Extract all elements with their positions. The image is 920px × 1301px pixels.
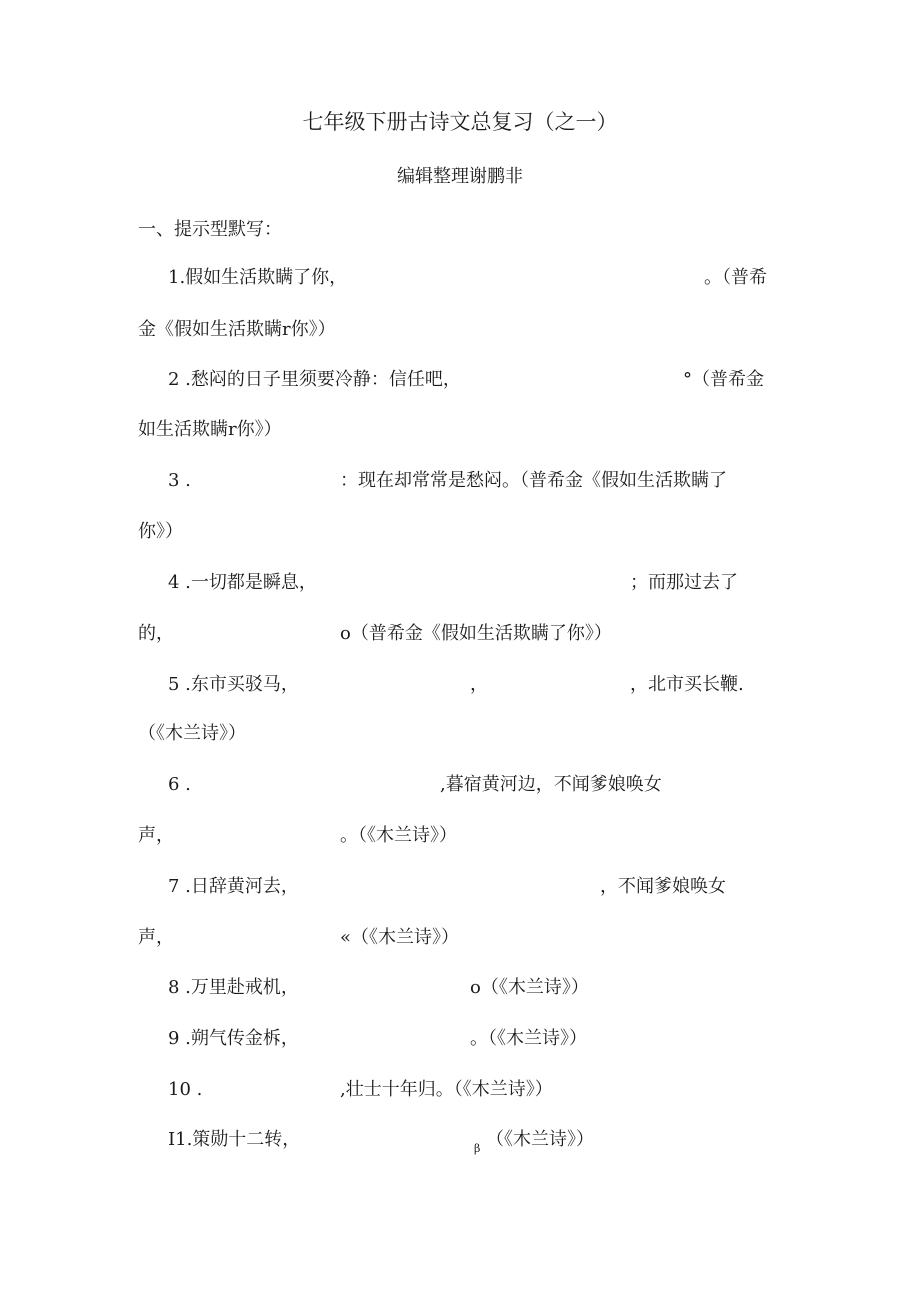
question-7-source: «（《木兰诗》） (340, 927, 460, 948)
question-1-source: 。（普希 (704, 267, 767, 288)
question-6-text: ,暮宿黄河边，不闻爹娘唤女 (440, 774, 662, 795)
question-6-number: 6 . (168, 774, 191, 795)
question-3-text: ：现在却常常是愁闷。（普希金《假如生活欺瞒了 (340, 470, 727, 491)
question-11-line-1 (0, 1128, 920, 1155)
question-2-line-2: 如生活欺瞒r你》） (138, 419, 282, 440)
question-3-number: 3 . (168, 470, 191, 491)
section-heading: 一、提示型默写： (138, 219, 282, 240)
question-6-line-1 (0, 773, 920, 797)
question-11-mark: β (474, 1142, 481, 1155)
question-4-text: 4 .一切都是瞬息， (168, 572, 317, 593)
question-9-source: 。（《木兰诗》） (470, 1028, 587, 1049)
question-8-source: o（《木兰诗》） (470, 977, 589, 998)
question-3-line-1 (0, 469, 920, 493)
question-7-line-2-start: 声， (138, 927, 174, 948)
question-5-line-1 (0, 673, 920, 697)
question-4-line-2 (0, 622, 920, 646)
question-2-text: 2 .愁闷的日子里须要冷静：信任吧， (168, 369, 461, 390)
question-2-line-1 (0, 368, 920, 392)
question-4-line-1 (0, 571, 920, 595)
question-7-continuation: ，不闻爹娘唤女 (600, 876, 726, 897)
question-10-text: ,壮士十年归。（《木兰诗》） (340, 1079, 553, 1100)
question-6-line-2-start: 声， (138, 825, 174, 846)
question-8-line-1 (0, 976, 920, 1000)
document-title: 七年级下册古诗文总复习（之一） (302, 110, 618, 134)
question-7-line-2 (0, 926, 920, 950)
question-4-line-2-start: 的， (138, 623, 174, 644)
question-5-text: 5 .东市买驳马， (168, 674, 299, 695)
question-9-line-1 (0, 1027, 920, 1051)
question-8-text: 8 .万里赴戒机， (168, 977, 299, 998)
question-5-source: （《木兰诗》） (138, 723, 246, 744)
question-10-number: 10 . (168, 1079, 203, 1100)
question-6-line-2 (0, 824, 920, 848)
question-4-continuation: ；而那过去了 (630, 572, 738, 593)
question-1-text: 1.假如生活欺瞒了你， (168, 267, 348, 288)
question-1-line-2: 金《假如生活欺瞒r你》） (138, 319, 336, 340)
question-10-line-1 (0, 1078, 920, 1102)
question-7-text: 7 .日辞黄河去， (168, 876, 299, 897)
question-9-text: 9 .朔气传金柝， (168, 1028, 299, 1049)
question-5-comma: ， (470, 674, 488, 695)
question-1-line-1 (0, 266, 920, 290)
question-7-line-1 (0, 875, 920, 899)
question-4-source: o（普希金《假如生活欺瞒了你》） (340, 623, 612, 644)
document-subtitle: 编辑整理谢鹏非 (397, 166, 523, 187)
question-6-source: 。（《木兰诗》） (340, 825, 457, 846)
question-11-text: I1.策勋十二转， (168, 1129, 301, 1150)
question-11-source: （《木兰诗》） (486, 1129, 594, 1150)
question-5-continuation: ，北市买长鞭. (630, 674, 744, 695)
question-2-source: °（普希金 (683, 369, 764, 390)
question-3-line-2: 你》） (138, 521, 183, 542)
